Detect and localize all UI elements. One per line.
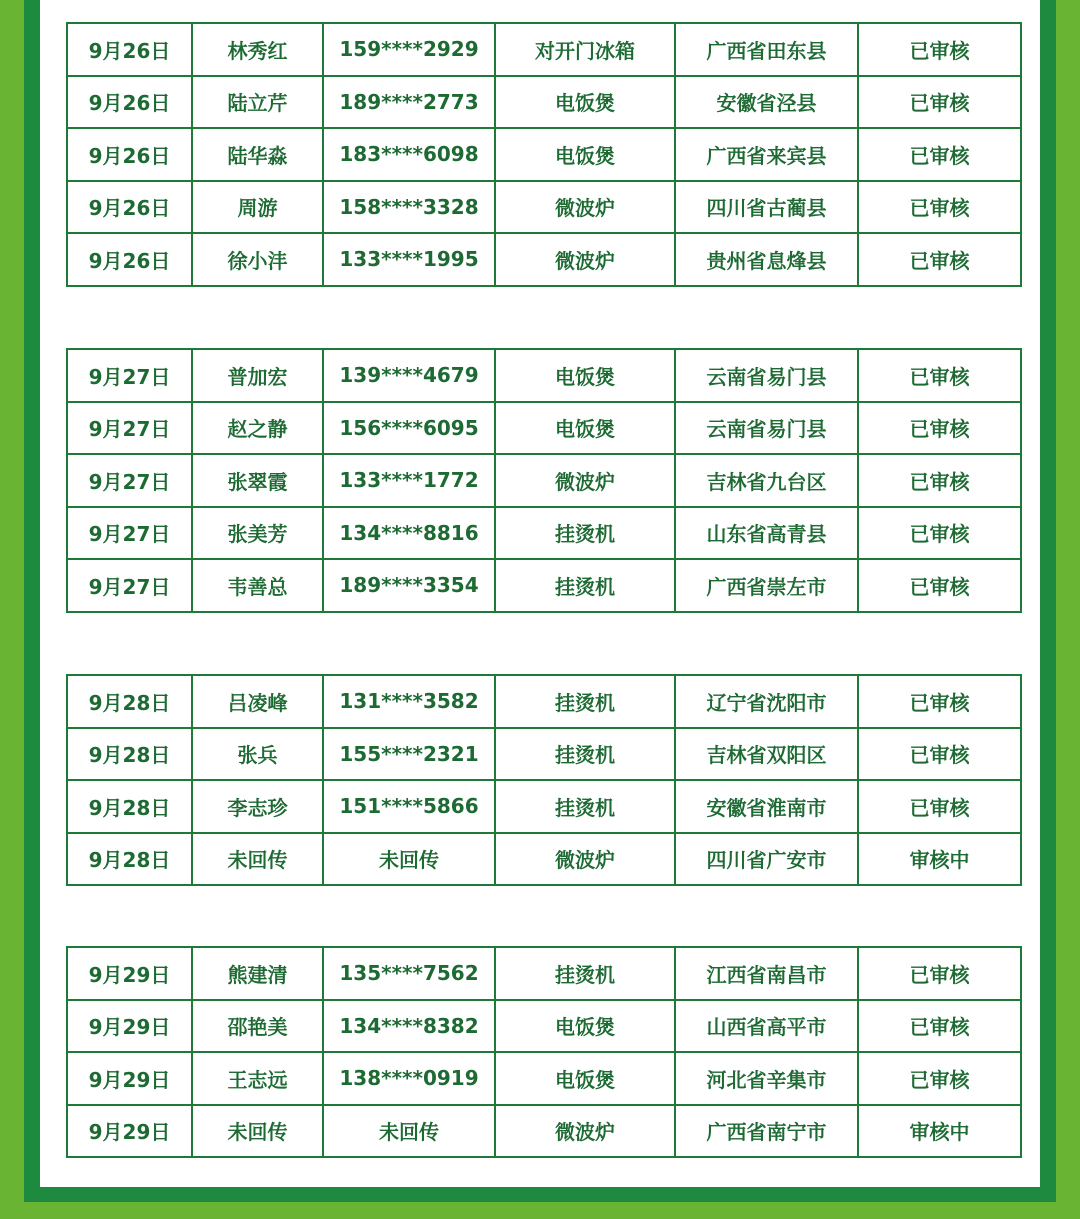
name-cell: 王志远: [192, 1052, 323, 1105]
table-row: [67, 402, 1021, 455]
name-cell: 林秀红: [192, 23, 323, 76]
product-cell: 挂烫机: [495, 728, 675, 781]
phone-cell: 133****1995: [323, 233, 495, 286]
status-cell: 已审核: [858, 128, 1021, 181]
date-cell: 9月26日: [67, 181, 192, 234]
status-cell: 已审核: [858, 402, 1021, 455]
product-cell: 微波炉: [495, 454, 675, 507]
table-row: [67, 728, 1021, 781]
region-cell: 江西省南昌市: [675, 947, 858, 1000]
table-row: [67, 833, 1021, 886]
status-cell: 已审核: [858, 23, 1021, 76]
table-row: [67, 1105, 1021, 1158]
name-cell: 未回传: [192, 1105, 323, 1158]
phone-cell: 159****2929: [323, 23, 495, 76]
table-row: [67, 947, 1021, 1000]
date-cell: 9月26日: [67, 233, 192, 286]
phone-cell: 131****3582: [323, 675, 495, 728]
table-row: [67, 233, 1021, 286]
table-row: [67, 23, 1021, 76]
date-cell: 9月29日: [67, 947, 192, 1000]
date-cell: 9月28日: [67, 833, 192, 886]
name-cell: 陆立芹: [192, 76, 323, 129]
region-cell: 安徽省淮南市: [675, 780, 858, 833]
date-cell: 9月28日: [67, 780, 192, 833]
winners-table-sep28: [66, 674, 1022, 886]
table-row: [67, 559, 1021, 612]
product-cell: 微波炉: [495, 181, 675, 234]
phone-cell: 183****6098: [323, 128, 495, 181]
winners-table-sep26: [66, 22, 1022, 287]
phone-cell: 134****8816: [323, 507, 495, 560]
table-row: [67, 1000, 1021, 1053]
table-row: [67, 349, 1021, 402]
product-cell: 微波炉: [495, 233, 675, 286]
status-cell: 已审核: [858, 233, 1021, 286]
table-row: [67, 507, 1021, 560]
phone-cell: 134****8382: [323, 1000, 495, 1053]
region-cell: 四川省古蔺县: [675, 181, 858, 234]
date-cell: 9月27日: [67, 349, 192, 402]
name-cell: 邵艳美: [192, 1000, 323, 1053]
region-cell: 吉林省双阳区: [675, 728, 858, 781]
region-cell: 贵州省息烽县: [675, 233, 858, 286]
phone-cell: 133****1772: [323, 454, 495, 507]
table-row: [67, 780, 1021, 833]
status-cell: 审核中: [858, 1105, 1021, 1158]
name-cell: 吕凌峰: [192, 675, 323, 728]
status-cell: 审核中: [858, 833, 1021, 886]
region-cell: 云南省易门县: [675, 349, 858, 402]
table-row: [67, 1052, 1021, 1105]
product-cell: 电饭煲: [495, 1052, 675, 1105]
date-cell: 9月28日: [67, 675, 192, 728]
region-cell: 山西省高平市: [675, 1000, 858, 1053]
product-cell: 电饭煲: [495, 128, 675, 181]
date-cell: 9月27日: [67, 454, 192, 507]
date-cell: 9月26日: [67, 23, 192, 76]
status-cell: 已审核: [858, 559, 1021, 612]
region-cell: 广西省崇左市: [675, 559, 858, 612]
product-cell: 挂烫机: [495, 507, 675, 560]
status-cell: 已审核: [858, 454, 1021, 507]
product-cell: 对开门冰箱: [495, 23, 675, 76]
status-cell: 已审核: [858, 349, 1021, 402]
status-cell: 已审核: [858, 76, 1021, 129]
name-cell: 韦善总: [192, 559, 323, 612]
phone-cell: 未回传: [323, 1105, 495, 1158]
status-cell: 已审核: [858, 675, 1021, 728]
phone-cell: 158****3328: [323, 181, 495, 234]
region-cell: 山东省高青县: [675, 507, 858, 560]
status-cell: 已审核: [858, 507, 1021, 560]
date-cell: 9月27日: [67, 559, 192, 612]
phone-cell: 135****7562: [323, 947, 495, 1000]
date-cell: 9月29日: [67, 1052, 192, 1105]
name-cell: 陆华淼: [192, 128, 323, 181]
name-cell: 熊建清: [192, 947, 323, 1000]
phone-cell: 189****3354: [323, 559, 495, 612]
name-cell: 张兵: [192, 728, 323, 781]
date-cell: 9月28日: [67, 728, 192, 781]
winners-table-sep27: [66, 348, 1022, 613]
date-cell: 9月29日: [67, 1105, 192, 1158]
table-row: [67, 181, 1021, 234]
region-cell: 四川省广安市: [675, 833, 858, 886]
region-cell: 吉林省九台区: [675, 454, 858, 507]
status-cell: 已审核: [858, 728, 1021, 781]
winners-table-sep29: [66, 946, 1022, 1158]
date-cell: 9月27日: [67, 507, 192, 560]
product-cell: 挂烫机: [495, 780, 675, 833]
phone-cell: 138****0919: [323, 1052, 495, 1105]
name-cell: 普加宏: [192, 349, 323, 402]
table-row: [67, 76, 1021, 129]
status-cell: 已审核: [858, 780, 1021, 833]
phone-cell: 139****4679: [323, 349, 495, 402]
region-cell: 广西省来宾县: [675, 128, 858, 181]
date-cell: 9月27日: [67, 402, 192, 455]
region-cell: 广西省田东县: [675, 23, 858, 76]
product-cell: 电饭煲: [495, 402, 675, 455]
phone-cell: 155****2321: [323, 728, 495, 781]
product-cell: 电饭煲: [495, 1000, 675, 1053]
status-cell: 已审核: [858, 1052, 1021, 1105]
status-cell: 已审核: [858, 947, 1021, 1000]
region-cell: 广西省南宁市: [675, 1105, 858, 1158]
product-cell: 微波炉: [495, 1105, 675, 1158]
product-cell: 挂烫机: [495, 675, 675, 728]
name-cell: 未回传: [192, 833, 323, 886]
date-cell: 9月29日: [67, 1000, 192, 1053]
date-cell: 9月26日: [67, 128, 192, 181]
name-cell: 周游: [192, 181, 323, 234]
product-cell: 挂烫机: [495, 559, 675, 612]
region-cell: 辽宁省沈阳市: [675, 675, 858, 728]
date-cell: 9月26日: [67, 76, 192, 129]
phone-cell: 151****5866: [323, 780, 495, 833]
region-cell: 云南省易门县: [675, 402, 858, 455]
phone-cell: 未回传: [323, 833, 495, 886]
name-cell: 张美芳: [192, 507, 323, 560]
status-cell: 已审核: [858, 1000, 1021, 1053]
product-cell: 微波炉: [495, 833, 675, 886]
product-cell: 挂烫机: [495, 947, 675, 1000]
name-cell: 李志珍: [192, 780, 323, 833]
name-cell: 赵之静: [192, 402, 323, 455]
region-cell: 安徽省泾县: [675, 76, 858, 129]
product-cell: 电饭煲: [495, 349, 675, 402]
product-cell: 电饭煲: [495, 76, 675, 129]
phone-cell: 189****2773: [323, 76, 495, 129]
table-row: [67, 128, 1021, 181]
region-cell: 河北省辛集市: [675, 1052, 858, 1105]
name-cell: 徐小沣: [192, 233, 323, 286]
table-row: [67, 675, 1021, 728]
status-cell: 已审核: [858, 181, 1021, 234]
name-cell: 张翠霞: [192, 454, 323, 507]
table-row: [67, 454, 1021, 507]
phone-cell: 156****6095: [323, 402, 495, 455]
